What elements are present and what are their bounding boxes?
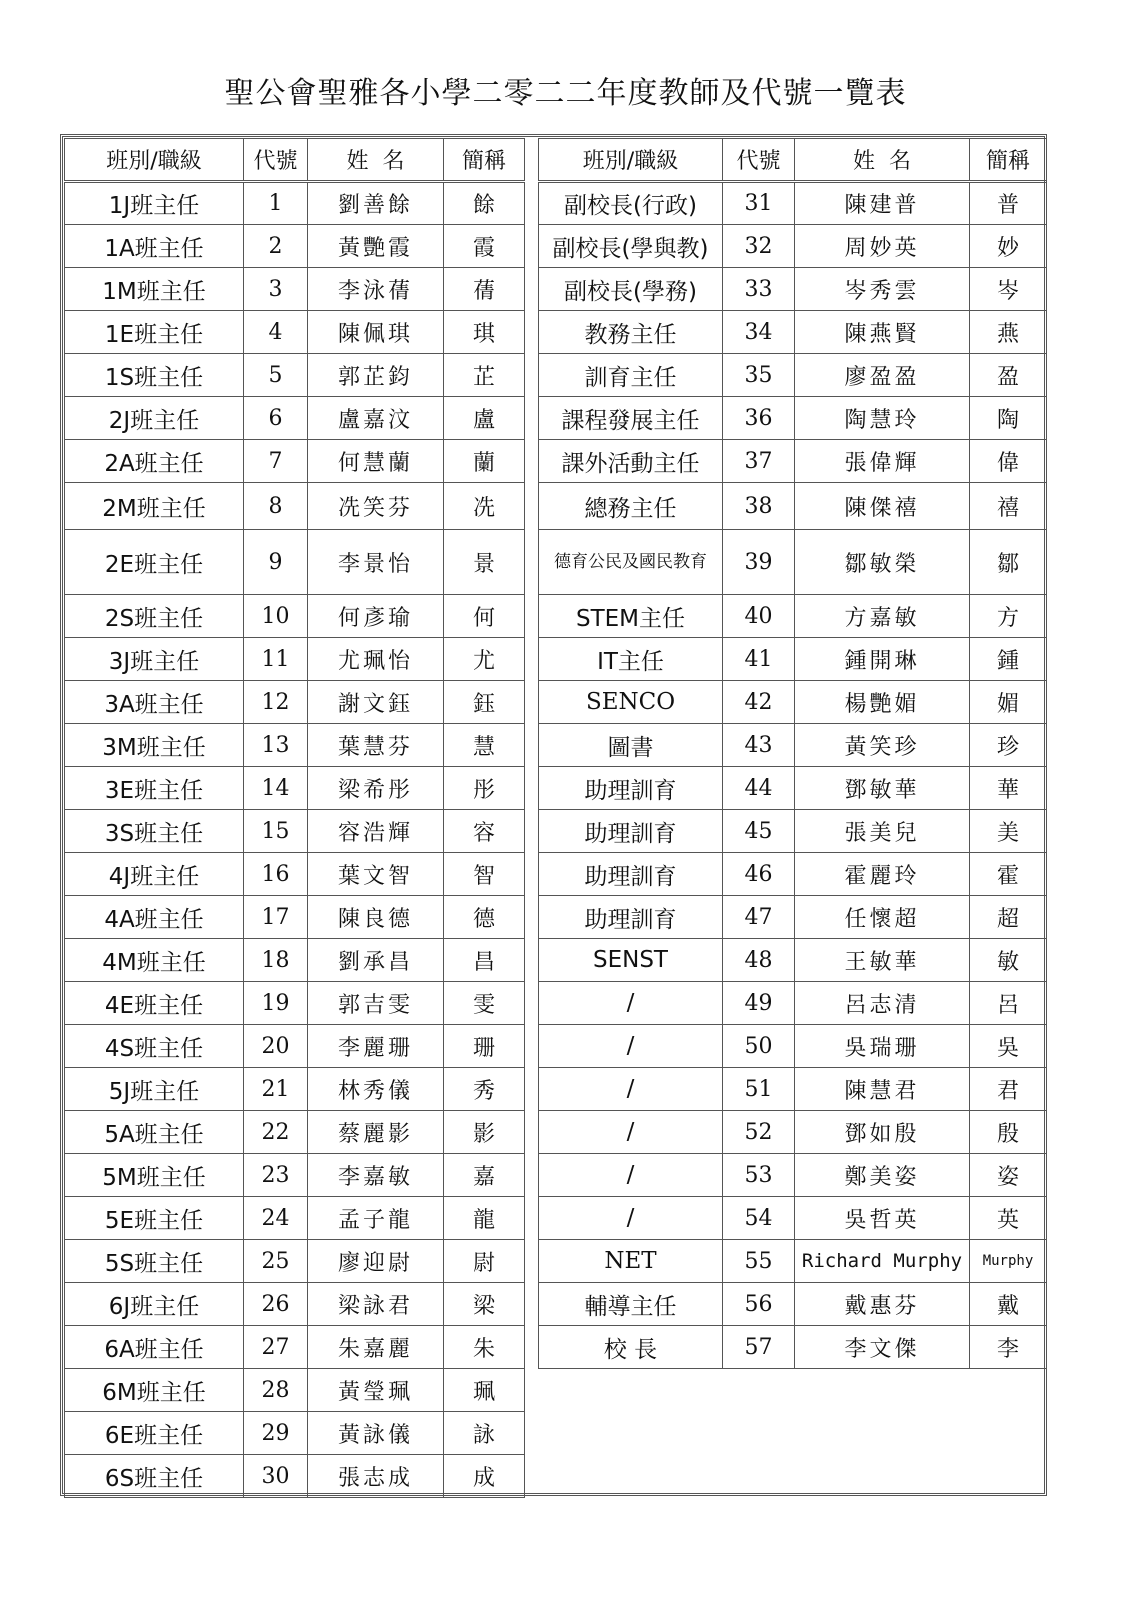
cell-abbr: 餘 <box>444 182 525 225</box>
cell-abbr: 戴 <box>970 1283 1047 1326</box>
cell-name: 劉善餘 <box>308 182 444 225</box>
cell-abbr: 德 <box>444 896 525 939</box>
cell-name: 李麗珊 <box>308 1025 444 1068</box>
cell-abbr: 偉 <box>970 440 1047 483</box>
cell-role: 6J班主任 <box>65 1283 244 1326</box>
table-row <box>65 1369 525 1412</box>
cell-name: 尤珮怡 <box>308 638 444 681</box>
cell-code: 50 <box>723 1025 795 1068</box>
table-row <box>65 982 525 1025</box>
cell-name: 葉文智 <box>308 853 444 896</box>
cell-abbr: 吳 <box>970 1025 1047 1068</box>
cell-role: 校 長 <box>539 1326 723 1369</box>
cell-name: 張偉輝 <box>795 440 970 483</box>
table-row <box>539 1240 1047 1283</box>
cell-name: 陶慧玲 <box>795 397 970 440</box>
cell-role: 4A班主任 <box>65 896 244 939</box>
cell-abbr: 普 <box>970 182 1047 225</box>
cell-abbr: 美 <box>970 810 1047 853</box>
cell-name: 張志成 <box>308 1455 444 1498</box>
table-row <box>65 440 525 483</box>
cell-name: 陳良德 <box>308 896 444 939</box>
header-abbr: 簡稱 <box>444 139 525 182</box>
cell-abbr: 蘭 <box>444 440 525 483</box>
table-row <box>65 595 525 638</box>
table-row <box>65 1154 525 1197</box>
cell-name: 黃詠儀 <box>308 1412 444 1455</box>
cell-abbr: 方 <box>970 595 1047 638</box>
cell-abbr: 尤 <box>444 638 525 681</box>
cell-role: 3S班主任 <box>65 810 244 853</box>
cell-role: 課外活動主任 <box>539 440 723 483</box>
table-row <box>539 354 1047 397</box>
table-row <box>65 530 525 595</box>
table-row <box>539 1025 1047 1068</box>
cell-code: 47 <box>723 896 795 939</box>
cell-name: 鄧敏華 <box>795 767 970 810</box>
table-row <box>539 311 1047 354</box>
table-row <box>65 810 525 853</box>
cell-code: 12 <box>244 681 308 724</box>
cell-role: 5J班主任 <box>65 1068 244 1111</box>
table-row <box>539 268 1047 311</box>
table-row <box>65 483 525 530</box>
cell-role: / <box>539 1025 723 1068</box>
header-row <box>539 139 1047 182</box>
cell-role: 1S班主任 <box>65 354 244 397</box>
cell-code: 9 <box>244 530 308 595</box>
cell-name: 戴惠芬 <box>795 1283 970 1326</box>
cell-code: 24 <box>244 1197 308 1240</box>
cell-name: 林秀儀 <box>308 1068 444 1111</box>
cell-name: 鄭美姿 <box>795 1154 970 1197</box>
cell-role: 助理訓育 <box>539 853 723 896</box>
table-row <box>65 1326 525 1369</box>
cell-abbr: 霍 <box>970 853 1047 896</box>
cell-code: 29 <box>244 1412 308 1455</box>
cell-role: 訓育主任 <box>539 354 723 397</box>
teacher-table-right <box>538 138 1047 1369</box>
table-row <box>539 638 1047 681</box>
cell-name: 李景怡 <box>308 530 444 595</box>
cell-code: 42 <box>723 681 795 724</box>
cell-code: 6 <box>244 397 308 440</box>
cell-code: 21 <box>244 1068 308 1111</box>
cell-role: 5A班主任 <box>65 1111 244 1154</box>
cell-abbr: 鄒 <box>970 530 1047 595</box>
cell-code: 2 <box>244 225 308 268</box>
cell-name: 孟子龍 <box>308 1197 444 1240</box>
table-row <box>65 767 525 810</box>
cell-abbr: 詠 <box>444 1412 525 1455</box>
cell-name: 陳燕賢 <box>795 311 970 354</box>
cell-code: 28 <box>244 1369 308 1412</box>
cell-name: 黃笑珍 <box>795 724 970 767</box>
cell-abbr: 尉 <box>444 1240 525 1283</box>
cell-code: 26 <box>244 1283 308 1326</box>
cell-code: 33 <box>723 268 795 311</box>
cell-abbr: 景 <box>444 530 525 595</box>
page-title: 聖公會聖雅各小學二零二二年度教師及代號一覽表 <box>224 76 907 111</box>
cell-name: 容浩輝 <box>308 810 444 853</box>
cell-code: 17 <box>244 896 308 939</box>
cell-role: 6A班主任 <box>65 1326 244 1369</box>
table-row <box>539 896 1047 939</box>
cell-abbr: 梁 <box>444 1283 525 1326</box>
cell-role: NET <box>539 1240 723 1283</box>
cell-abbr: 慧 <box>444 724 525 767</box>
cell-abbr: 英 <box>970 1197 1047 1240</box>
cell-abbr: 彤 <box>444 767 525 810</box>
cell-name: 張美兒 <box>795 810 970 853</box>
cell-role: 6E班主任 <box>65 1412 244 1455</box>
table-row <box>539 595 1047 638</box>
cell-code: 1 <box>244 182 308 225</box>
cell-abbr: 禧 <box>970 483 1047 530</box>
cell-code: 36 <box>723 397 795 440</box>
teacher-table-left <box>64 138 525 1498</box>
cell-role: 1E班主任 <box>65 311 244 354</box>
cell-role: 助理訓育 <box>539 896 723 939</box>
table-row <box>65 354 525 397</box>
cell-code: 41 <box>723 638 795 681</box>
table-row <box>65 1068 525 1111</box>
cell-name: 周妙英 <box>795 225 970 268</box>
cell-abbr: 雯 <box>444 982 525 1025</box>
table-row <box>65 939 525 982</box>
table-row <box>539 397 1047 440</box>
cell-code: 48 <box>723 939 795 982</box>
cell-code: 22 <box>244 1111 308 1154</box>
cell-abbr: 岑 <box>970 268 1047 311</box>
cell-name: 呂志清 <box>795 982 970 1025</box>
table-row <box>65 182 525 225</box>
table-row <box>539 853 1047 896</box>
cell-role: 1J班主任 <box>65 182 244 225</box>
cell-role: 6S班主任 <box>65 1455 244 1498</box>
table-row <box>539 1326 1047 1369</box>
cell-abbr: 冼 <box>444 483 525 530</box>
table-row <box>65 1455 525 1498</box>
cell-code: 35 <box>723 354 795 397</box>
cell-code: 7 <box>244 440 308 483</box>
cell-name: 廖迎尉 <box>308 1240 444 1283</box>
cell-role: 5E班主任 <box>65 1197 244 1240</box>
cell-role: 德育公民及國民教育 <box>539 530 723 595</box>
cell-code: 34 <box>723 311 795 354</box>
table-row <box>65 896 525 939</box>
table-row <box>539 939 1047 982</box>
header-name: 姓 名 <box>308 139 444 182</box>
cell-code: 20 <box>244 1025 308 1068</box>
table-row <box>539 483 1047 530</box>
cell-name: 盧嘉汶 <box>308 397 444 440</box>
table-row <box>65 1412 525 1455</box>
cell-name: 謝文鈺 <box>308 681 444 724</box>
header-abbr: 簡稱 <box>970 139 1047 182</box>
cell-abbr: Murphy <box>970 1240 1047 1283</box>
cell-code: 44 <box>723 767 795 810</box>
cell-name: 李文傑 <box>795 1326 970 1369</box>
header-role: 班別/職級 <box>65 139 244 182</box>
cell-abbr: 嘉 <box>444 1154 525 1197</box>
table-row <box>539 1111 1047 1154</box>
table-row <box>539 440 1047 483</box>
cell-abbr: 盧 <box>444 397 525 440</box>
cell-role: 3J班主任 <box>65 638 244 681</box>
cell-name: 鄧如殷 <box>795 1111 970 1154</box>
cell-abbr: 容 <box>444 810 525 853</box>
cell-code: 46 <box>723 853 795 896</box>
cell-name: 廖盈盈 <box>795 354 970 397</box>
cell-code: 3 <box>244 268 308 311</box>
cell-name: 方嘉敏 <box>795 595 970 638</box>
cell-code: 23 <box>244 1154 308 1197</box>
table-row <box>539 681 1047 724</box>
cell-code: 40 <box>723 595 795 638</box>
cell-role: 助理訓育 <box>539 810 723 853</box>
cell-name: 何慧蘭 <box>308 440 444 483</box>
table-row <box>65 853 525 896</box>
table-row <box>65 681 525 724</box>
cell-code: 52 <box>723 1111 795 1154</box>
cell-name: 陳傑禧 <box>795 483 970 530</box>
cell-abbr: 成 <box>444 1455 525 1498</box>
table-row <box>539 225 1047 268</box>
cell-role: 2A班主任 <box>65 440 244 483</box>
cell-code: 25 <box>244 1240 308 1283</box>
table-row <box>65 397 525 440</box>
cell-name: 楊艷媚 <box>795 681 970 724</box>
cell-abbr: 敏 <box>970 939 1047 982</box>
cell-code: 45 <box>723 810 795 853</box>
cell-name: 陳慧君 <box>795 1068 970 1111</box>
cell-code: 56 <box>723 1283 795 1326</box>
cell-abbr: 珮 <box>444 1369 525 1412</box>
cell-name: 何彥瑜 <box>308 595 444 638</box>
cell-abbr: 智 <box>444 853 525 896</box>
cell-abbr: 朱 <box>444 1326 525 1369</box>
table-row <box>65 1025 525 1068</box>
cell-code: 13 <box>244 724 308 767</box>
cell-code: 57 <box>723 1326 795 1369</box>
cell-abbr: 妙 <box>970 225 1047 268</box>
cell-role: 輔導主任 <box>539 1283 723 1326</box>
cell-role: 副校長(學與教) <box>539 225 723 268</box>
cell-code: 54 <box>723 1197 795 1240</box>
cell-abbr: 華 <box>970 767 1047 810</box>
cell-role: 2E班主任 <box>65 530 244 595</box>
cell-role: / <box>539 1154 723 1197</box>
cell-role: 1M班主任 <box>65 268 244 311</box>
table-row <box>539 810 1047 853</box>
table-row <box>65 724 525 767</box>
cell-role: / <box>539 1111 723 1154</box>
table-row <box>65 1197 525 1240</box>
cell-abbr: 龍 <box>444 1197 525 1240</box>
cell-name: 黃瑩珮 <box>308 1369 444 1412</box>
cell-code: 16 <box>244 853 308 896</box>
cell-code: 32 <box>723 225 795 268</box>
cell-abbr: 何 <box>444 595 525 638</box>
table-row <box>65 1111 525 1154</box>
cell-abbr: 姿 <box>970 1154 1047 1197</box>
cell-name: 陳建普 <box>795 182 970 225</box>
cell-role: 2S班主任 <box>65 595 244 638</box>
table-row <box>539 982 1047 1025</box>
table-row <box>539 1197 1047 1240</box>
cell-abbr: 呂 <box>970 982 1047 1025</box>
cell-abbr: 李 <box>970 1326 1047 1369</box>
cell-name: 朱嘉麗 <box>308 1326 444 1369</box>
cell-name: 王敏華 <box>795 939 970 982</box>
cell-abbr: 殷 <box>970 1111 1047 1154</box>
table-row <box>539 182 1047 225</box>
table-row <box>65 1283 525 1326</box>
cell-abbr: 秀 <box>444 1068 525 1111</box>
cell-code: 4 <box>244 311 308 354</box>
cell-code: 5 <box>244 354 308 397</box>
cell-name: 李泳蒨 <box>308 268 444 311</box>
cell-name: 霍麗玲 <box>795 853 970 896</box>
cell-role: 3E班主任 <box>65 767 244 810</box>
cell-role: 6M班主任 <box>65 1369 244 1412</box>
cell-abbr: 琪 <box>444 311 525 354</box>
cell-role: 4E班主任 <box>65 982 244 1025</box>
cell-name: 梁詠君 <box>308 1283 444 1326</box>
cell-abbr: 超 <box>970 896 1047 939</box>
table-row <box>539 767 1047 810</box>
cell-role: IT主任 <box>539 638 723 681</box>
cell-name: 葉慧芬 <box>308 724 444 767</box>
cell-role: 2M班主任 <box>65 483 244 530</box>
table-row <box>65 638 525 681</box>
cell-code: 39 <box>723 530 795 595</box>
cell-code: 18 <box>244 939 308 982</box>
cell-code: 49 <box>723 982 795 1025</box>
cell-code: 15 <box>244 810 308 853</box>
cell-name: 黃艷霞 <box>308 225 444 268</box>
header-row <box>65 139 525 182</box>
cell-name: 冼笑芬 <box>308 483 444 530</box>
cell-abbr: 陶 <box>970 397 1047 440</box>
cell-role: SENST <box>539 939 723 982</box>
cell-role: 5M班主任 <box>65 1154 244 1197</box>
cell-code: 38 <box>723 483 795 530</box>
cell-name: 吳瑞珊 <box>795 1025 970 1068</box>
cell-role: 4J班主任 <box>65 853 244 896</box>
cell-abbr: 芷 <box>444 354 525 397</box>
cell-abbr: 鈺 <box>444 681 525 724</box>
header-role: 班別/職級 <box>539 139 723 182</box>
table-row <box>65 268 525 311</box>
cell-abbr: 蒨 <box>444 268 525 311</box>
cell-role: 3A班主任 <box>65 681 244 724</box>
cell-name: 蔡麗影 <box>308 1111 444 1154</box>
cell-role: 課程發展主任 <box>539 397 723 440</box>
cell-abbr: 影 <box>444 1111 525 1154</box>
cell-role: 4S班主任 <box>65 1025 244 1068</box>
cell-name: 李嘉敏 <box>308 1154 444 1197</box>
cell-code: 43 <box>723 724 795 767</box>
cell-role: 助理訓育 <box>539 767 723 810</box>
cell-code: 51 <box>723 1068 795 1111</box>
cell-role: 副校長(學務) <box>539 268 723 311</box>
cell-code: 8 <box>244 483 308 530</box>
cell-role: SENCO <box>539 681 723 724</box>
cell-name: 梁希彤 <box>308 767 444 810</box>
cell-name: Richard Murphy <box>795 1240 970 1283</box>
cell-abbr: 盈 <box>970 354 1047 397</box>
cell-role: 3M班主任 <box>65 724 244 767</box>
table-row <box>539 1154 1047 1197</box>
table-row <box>65 225 525 268</box>
cell-code: 37 <box>723 440 795 483</box>
cell-code: 31 <box>723 182 795 225</box>
cell-role: 副校長(行政) <box>539 182 723 225</box>
cell-role: 5S班主任 <box>65 1240 244 1283</box>
cell-role: / <box>539 1068 723 1111</box>
cell-role: 圖書 <box>539 724 723 767</box>
cell-role: 教務主任 <box>539 311 723 354</box>
cell-role: 總務主任 <box>539 483 723 530</box>
cell-code: 53 <box>723 1154 795 1197</box>
cell-abbr: 君 <box>970 1068 1047 1111</box>
cell-code: 10 <box>244 595 308 638</box>
cell-abbr: 鍾 <box>970 638 1047 681</box>
cell-role: / <box>539 982 723 1025</box>
cell-name: 鍾開琳 <box>795 638 970 681</box>
cell-role: 1A班主任 <box>65 225 244 268</box>
table-row <box>539 1068 1047 1111</box>
cell-code: 30 <box>244 1455 308 1498</box>
cell-code: 55 <box>723 1240 795 1283</box>
cell-role: STEM主任 <box>539 595 723 638</box>
cell-abbr: 珊 <box>444 1025 525 1068</box>
cell-role: / <box>539 1197 723 1240</box>
cell-abbr: 媚 <box>970 681 1047 724</box>
cell-role: 4M班主任 <box>65 939 244 982</box>
cell-name: 劉承昌 <box>308 939 444 982</box>
table-row <box>65 311 525 354</box>
cell-abbr: 霞 <box>444 225 525 268</box>
cell-code: 14 <box>244 767 308 810</box>
cell-code: 11 <box>244 638 308 681</box>
header-name: 姓 名 <box>795 139 970 182</box>
cell-name: 鄒敏榮 <box>795 530 970 595</box>
cell-abbr: 昌 <box>444 939 525 982</box>
cell-name: 吳哲英 <box>795 1197 970 1240</box>
cell-code: 19 <box>244 982 308 1025</box>
cell-abbr: 珍 <box>970 724 1047 767</box>
cell-name: 岑秀雲 <box>795 268 970 311</box>
cell-name: 郭芷鈞 <box>308 354 444 397</box>
table-row <box>539 530 1047 595</box>
cell-abbr: 燕 <box>970 311 1047 354</box>
cell-code: 27 <box>244 1326 308 1369</box>
table-row <box>65 1240 525 1283</box>
cell-name: 任懷超 <box>795 896 970 939</box>
header-code: 代號 <box>244 139 308 182</box>
header-code: 代號 <box>723 139 795 182</box>
table-row <box>539 1283 1047 1326</box>
cell-role: 2J班主任 <box>65 397 244 440</box>
table-row <box>539 724 1047 767</box>
cell-name: 陳佩琪 <box>308 311 444 354</box>
cell-name: 郭吉雯 <box>308 982 444 1025</box>
